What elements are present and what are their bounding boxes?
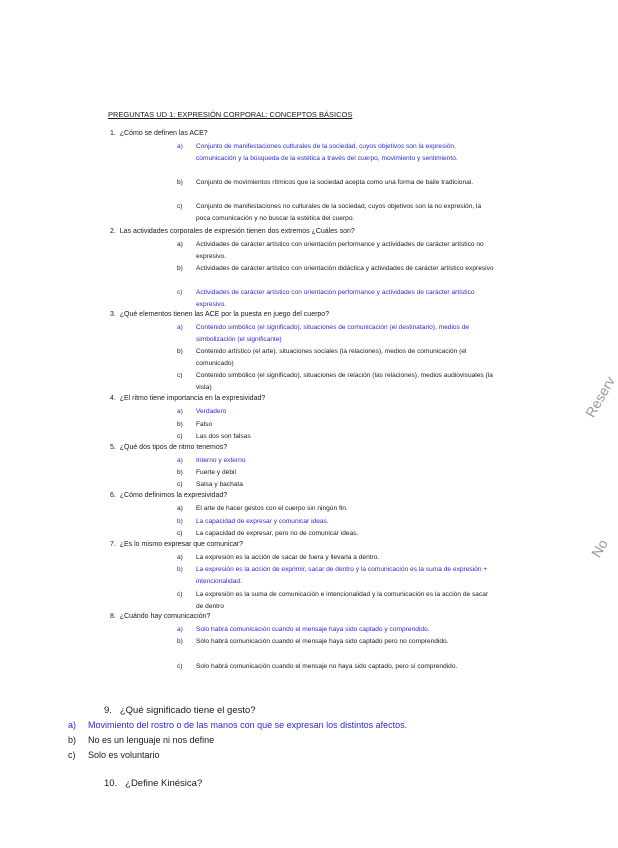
question-text: ¿Qué dos tipos de ritmo tenemos? <box>119 444 228 451</box>
option-label: b) <box>177 638 183 645</box>
question-number: 5. <box>110 444 116 451</box>
question-1 <box>110 130 208 137</box>
question-7 <box>110 541 243 548</box>
option-text: Actividades de carácter artístico con orientación performance y actividades de carácter artístico no expresivo. <box>196 241 484 260</box>
question-9-option-a: a) Movimiento del rostro o de las manos con que se expresan los distintos afectos. <box>68 720 408 730</box>
option-text: Sólo habrá comunicación cuando el mensaje haya sido captado pero no comprendido. <box>196 638 449 645</box>
option-text: Actividades de carácter artístico con orientación performance y actividades de carácter artístico expresivo. <box>196 289 475 308</box>
question-number: 8. <box>110 613 116 620</box>
option-label: a) <box>177 457 183 464</box>
option-text: Fuerte y débil <box>196 469 236 476</box>
option-label: a) <box>177 324 183 331</box>
question-6 <box>110 492 227 499</box>
question-text: ¿Cómo definimos la expresividad? <box>119 492 228 499</box>
option-text: El arte de hacer gestos con el cuerpo sin ningún fin. <box>196 505 348 512</box>
option-label: a) <box>177 505 183 512</box>
watermark-text: No <box>588 536 611 560</box>
question-number: 2. <box>110 228 116 235</box>
option-label: c) <box>177 433 183 440</box>
option-text: Falso <box>196 421 213 428</box>
question-text: ¿Cómo se definen las ACE? <box>119 130 208 137</box>
question-10 <box>104 778 202 789</box>
option-label: a) <box>177 408 183 415</box>
watermark-text: Reserv <box>582 373 618 420</box>
option-text: Salsa y bachata <box>196 481 243 488</box>
option-text: La capacidad de expresar y comunicar ideas. <box>196 518 329 525</box>
option-label: c) <box>177 591 183 598</box>
option-label: a) <box>177 241 183 248</box>
option-label: b) <box>177 469 183 476</box>
question-text: ¿Es lo mismo expresar que comunicar? <box>119 541 244 548</box>
option-text: Actividades de carácter artístico con orientación didáctica y actividades de carácter artístico expresivo <box>196 265 494 272</box>
option-label: a) <box>177 554 183 561</box>
question-9-number: 9. <box>104 705 112 716</box>
question-number: 6. <box>110 492 116 499</box>
option-label: c) <box>177 203 183 210</box>
question-9-option-b: b) No es un lenguaje ni nos define <box>68 735 215 745</box>
page-title: PREGUNTAS UD 1: EXPRESIÓN CORPORAL: CONCEPTOS BÁSICOS <box>108 110 353 119</box>
question-number: 1. <box>110 130 116 137</box>
option-text: La expresión es la suma de comunicación e intencionalidad y la comunicación es la acción de sacar de dentro <box>196 591 489 610</box>
question-text: ¿El ritmo tiene importancia en la expresividad? <box>119 395 266 402</box>
question-text: ¿Cuándo hay comunicación? <box>119 613 211 620</box>
option-text: Interno y externo <box>196 457 246 464</box>
option-text: La expresión es la acción de sacar de fuera y llevarla a dentro. <box>196 554 380 561</box>
question-10-number: 10. <box>104 778 118 789</box>
option-label: a) <box>177 143 183 150</box>
option-text: Solo habrá comunicación cuando el mensaje haya sido captado y comprendido. <box>196 626 430 633</box>
question-8 <box>110 613 210 620</box>
question-number: 7. <box>110 541 116 548</box>
option-text: La expresión es la acción de exprimir, sacar de dentro y la comunicación es la suma de expresión + intencionalidad. <box>196 566 488 585</box>
option-label: b) <box>177 421 183 428</box>
question-9 <box>104 705 256 716</box>
question-3 <box>110 311 329 318</box>
option-label: b) <box>177 179 183 186</box>
option-label: c) <box>177 481 183 488</box>
question-9-option-c: c) Solo es voluntario <box>68 750 160 760</box>
question-text: Las actividades corporales de expresión tienen dos extremos ¿Cuáles son? <box>119 228 355 235</box>
option-label: b) <box>177 348 183 355</box>
option-text: Contenido simbólico (el significado), situaciones de relación (las relaciones), medios audiovisuales (la vista) <box>196 372 493 391</box>
option-text: Contenido artístico (el arte), situaciones sociales (la relaciones), medios de comunicación (el comunicado) <box>196 348 467 367</box>
option-label: c) <box>177 663 183 670</box>
question-5 <box>110 444 227 451</box>
question-number: 3. <box>110 311 116 318</box>
question-number: 4. <box>110 395 116 402</box>
option-label: b) <box>177 265 183 272</box>
option-text: Verdadero <box>196 408 227 415</box>
question-text: ¿Qué elementos tienen las ACE por la puesta en juego del cuerpo? <box>119 311 330 318</box>
question-2 <box>110 228 355 235</box>
option-text: Las dos son falsas <box>196 433 251 440</box>
option-text: La capacidad de expresar, pero no de comunicar ideas. <box>196 530 359 537</box>
option-label: c) <box>177 372 183 379</box>
option-text: Conjunto de manifestaciones no culturales de la sociedad, cuyos objetivos son la no expresión, la poca comunicación y no buscar la estética del cuerpo. <box>196 203 482 222</box>
option-text: Contenido simbólico (el significado), situaciones de comunicación (el destinatario), medios de simbolización (el significante) <box>196 324 470 343</box>
option-label: a) <box>177 626 183 633</box>
option-label: b) <box>177 566 183 573</box>
option-text: Solo habrá comunicación cuando el mensaje no haya sido captado, pero sí comprendido. <box>196 663 458 670</box>
question-4 <box>110 395 265 402</box>
question-9-text: ¿Qué significado tiene el gesto? <box>119 705 256 716</box>
option-text: Conjunto de manifestaciones culturales de la sociedad, cuyos objetivos son la expresión, comunicación y la búsqueda de la estética a través del cuerpo, movimiento y sentimiento. <box>196 143 458 162</box>
question-10-text: ¿Define Kinésica? <box>125 778 203 789</box>
option-label: c) <box>177 289 183 296</box>
option-label: c) <box>177 530 183 537</box>
option-label: b) <box>177 518 183 525</box>
option-text: Conjunto de movimientos rítmicos que la sociedad acepta como una forma de baile tradicional. <box>196 179 474 186</box>
